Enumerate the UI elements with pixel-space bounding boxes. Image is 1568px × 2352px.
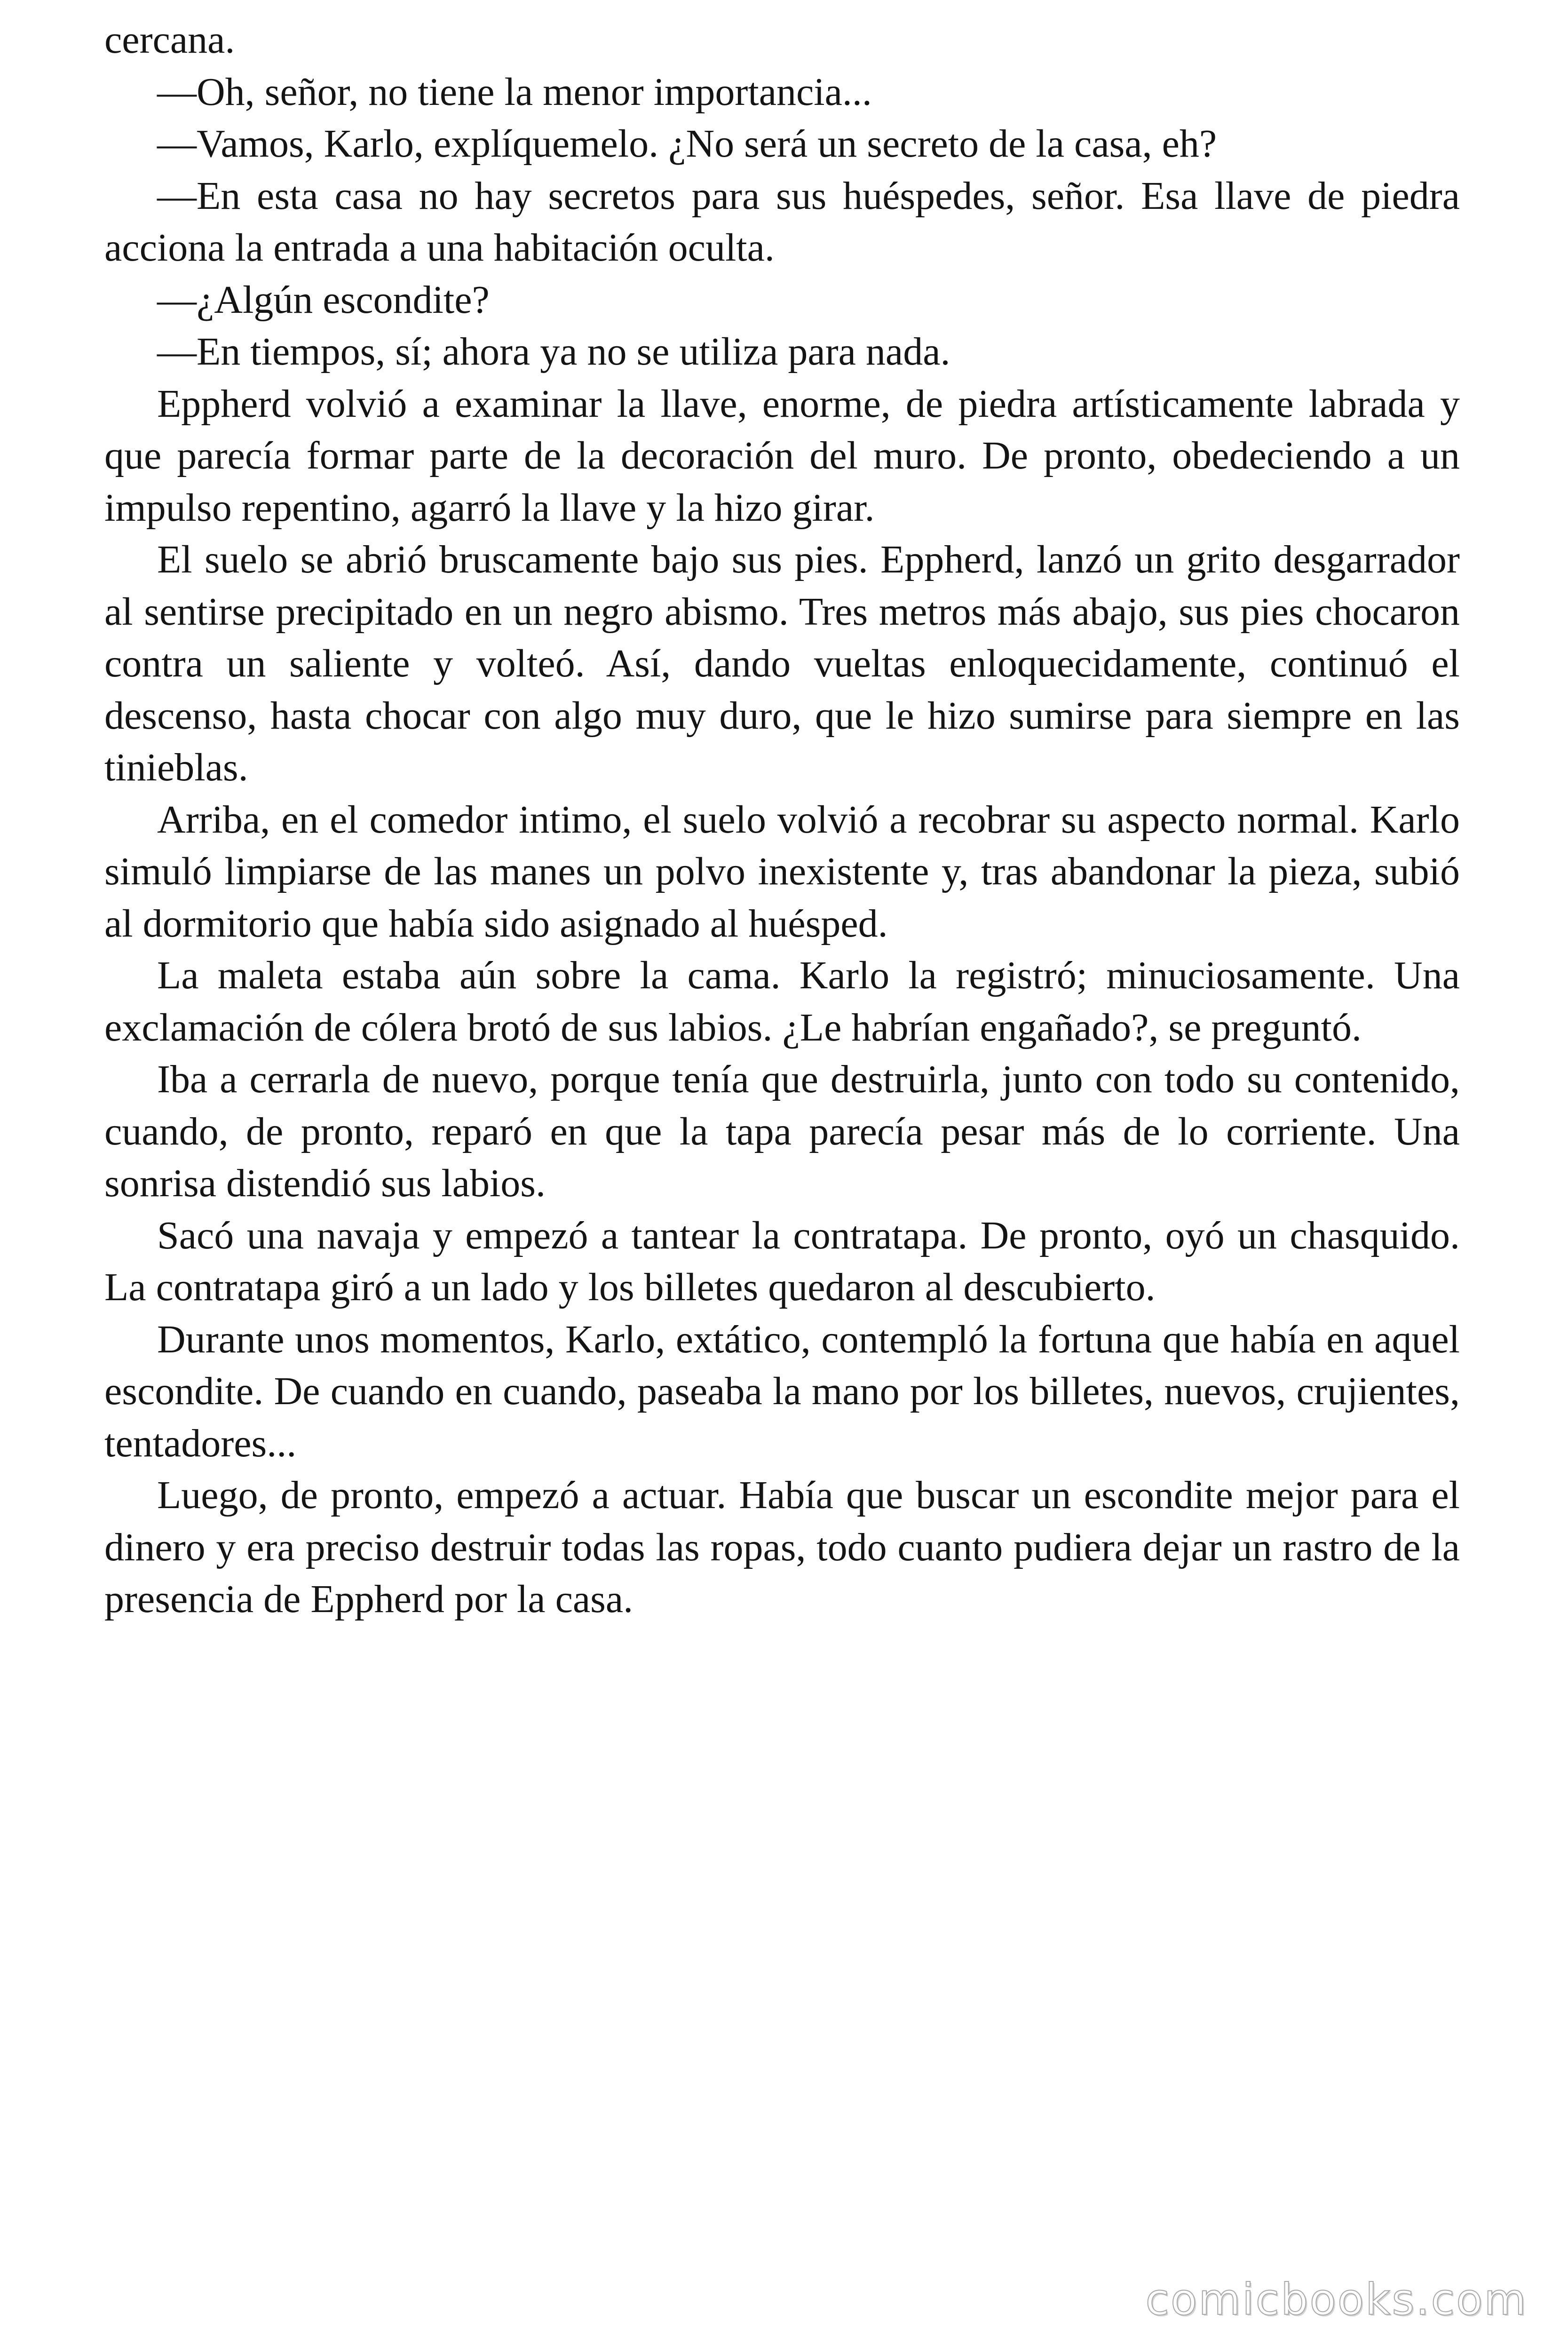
paragraph: Sacó una navaja y empezó a tantear la contratapa. De pronto, oyó un chasquido. La contratapa giró a un lado y los billetes quedaron al descubierto. [104, 1213, 1460, 1309]
paragraph: —En tiempos, sí; ahora ya no se utiliza para nada. [157, 330, 950, 373]
paragraph: —Oh, señor, no tiene la menor importancia... [157, 70, 872, 114]
paragraph: Eppherd volvió a examinar la llave, enorme, de piedra artísticamente labrada y que parecía formar parte de la decoración del muro. De pronto, obedeciendo a un impulso repentino, agarró la llave y la hizo girar. [104, 381, 1460, 530]
paragraph: cercana. [104, 18, 235, 62]
paragraph: El suelo se abrió bruscamente bajo sus pies. Eppherd, lanzó un grito desgarrador al sentirse precipitado en un negro abismo. Tres metros más abajo, sus pies chocaron contra un saliente y volteó. Así, dando vueltas enloquecidamente, continuó el descenso, hasta chocar con algo muy duro, que le hizo sumirse para siempre en las tinieblas. [104, 538, 1460, 789]
paragraph: Durante unos momentos, Karlo, extático, contempló la fortuna que había en aquel escondite. De cuando en cuando, paseaba la mano por los billetes, nuevos, crujientes, tentadores... [104, 1317, 1460, 1465]
paragraph: —¿Algún escondite? [157, 278, 490, 322]
paragraph: —En esta casa no hay secretos para sus huéspedes, señor. Esa llave de piedra acciona la entrada a una habitación oculta. [104, 174, 1460, 270]
watermark: comicbooks.com [1145, 2274, 1528, 2325]
paragraph: La maleta estaba aún sobre la cama. Karlo la registró; minuciosamente. Una exclamación de cólera brotó de sus labios. ¿Le habrían engañado?, se preguntó. [104, 954, 1460, 1049]
page-text [104, 14, 1460, 1626]
paragraph: Luego, de pronto, empezó a actuar. Había que buscar un escondite mejor para el dinero y era preciso destruir todas las ropas, todo cuanto pudiera dejar un rastro de la presencia de Eppherd por la casa. [104, 1473, 1460, 1621]
paragraph: Arriba, en el comedor intimo, el suelo volvió a recobrar su aspecto normal. Karlo simuló limpiarse de las manes un polvo inexistente y, tras abandonar la pieza, subió al dormitorio que había sido asignado al huésped. [104, 797, 1460, 946]
paragraph: —Vamos, Karlo, explíquemelo. ¿No será un secreto de la casa, eh? [157, 122, 1217, 166]
paragraph: Iba a cerrarla de nuevo, porque tenía que destruirla, junto con todo su contenido, cuando, de pronto, reparó en que la tapa parecía pesar más de lo corriente. Una sonrisa distendió sus labios. [104, 1057, 1460, 1205]
